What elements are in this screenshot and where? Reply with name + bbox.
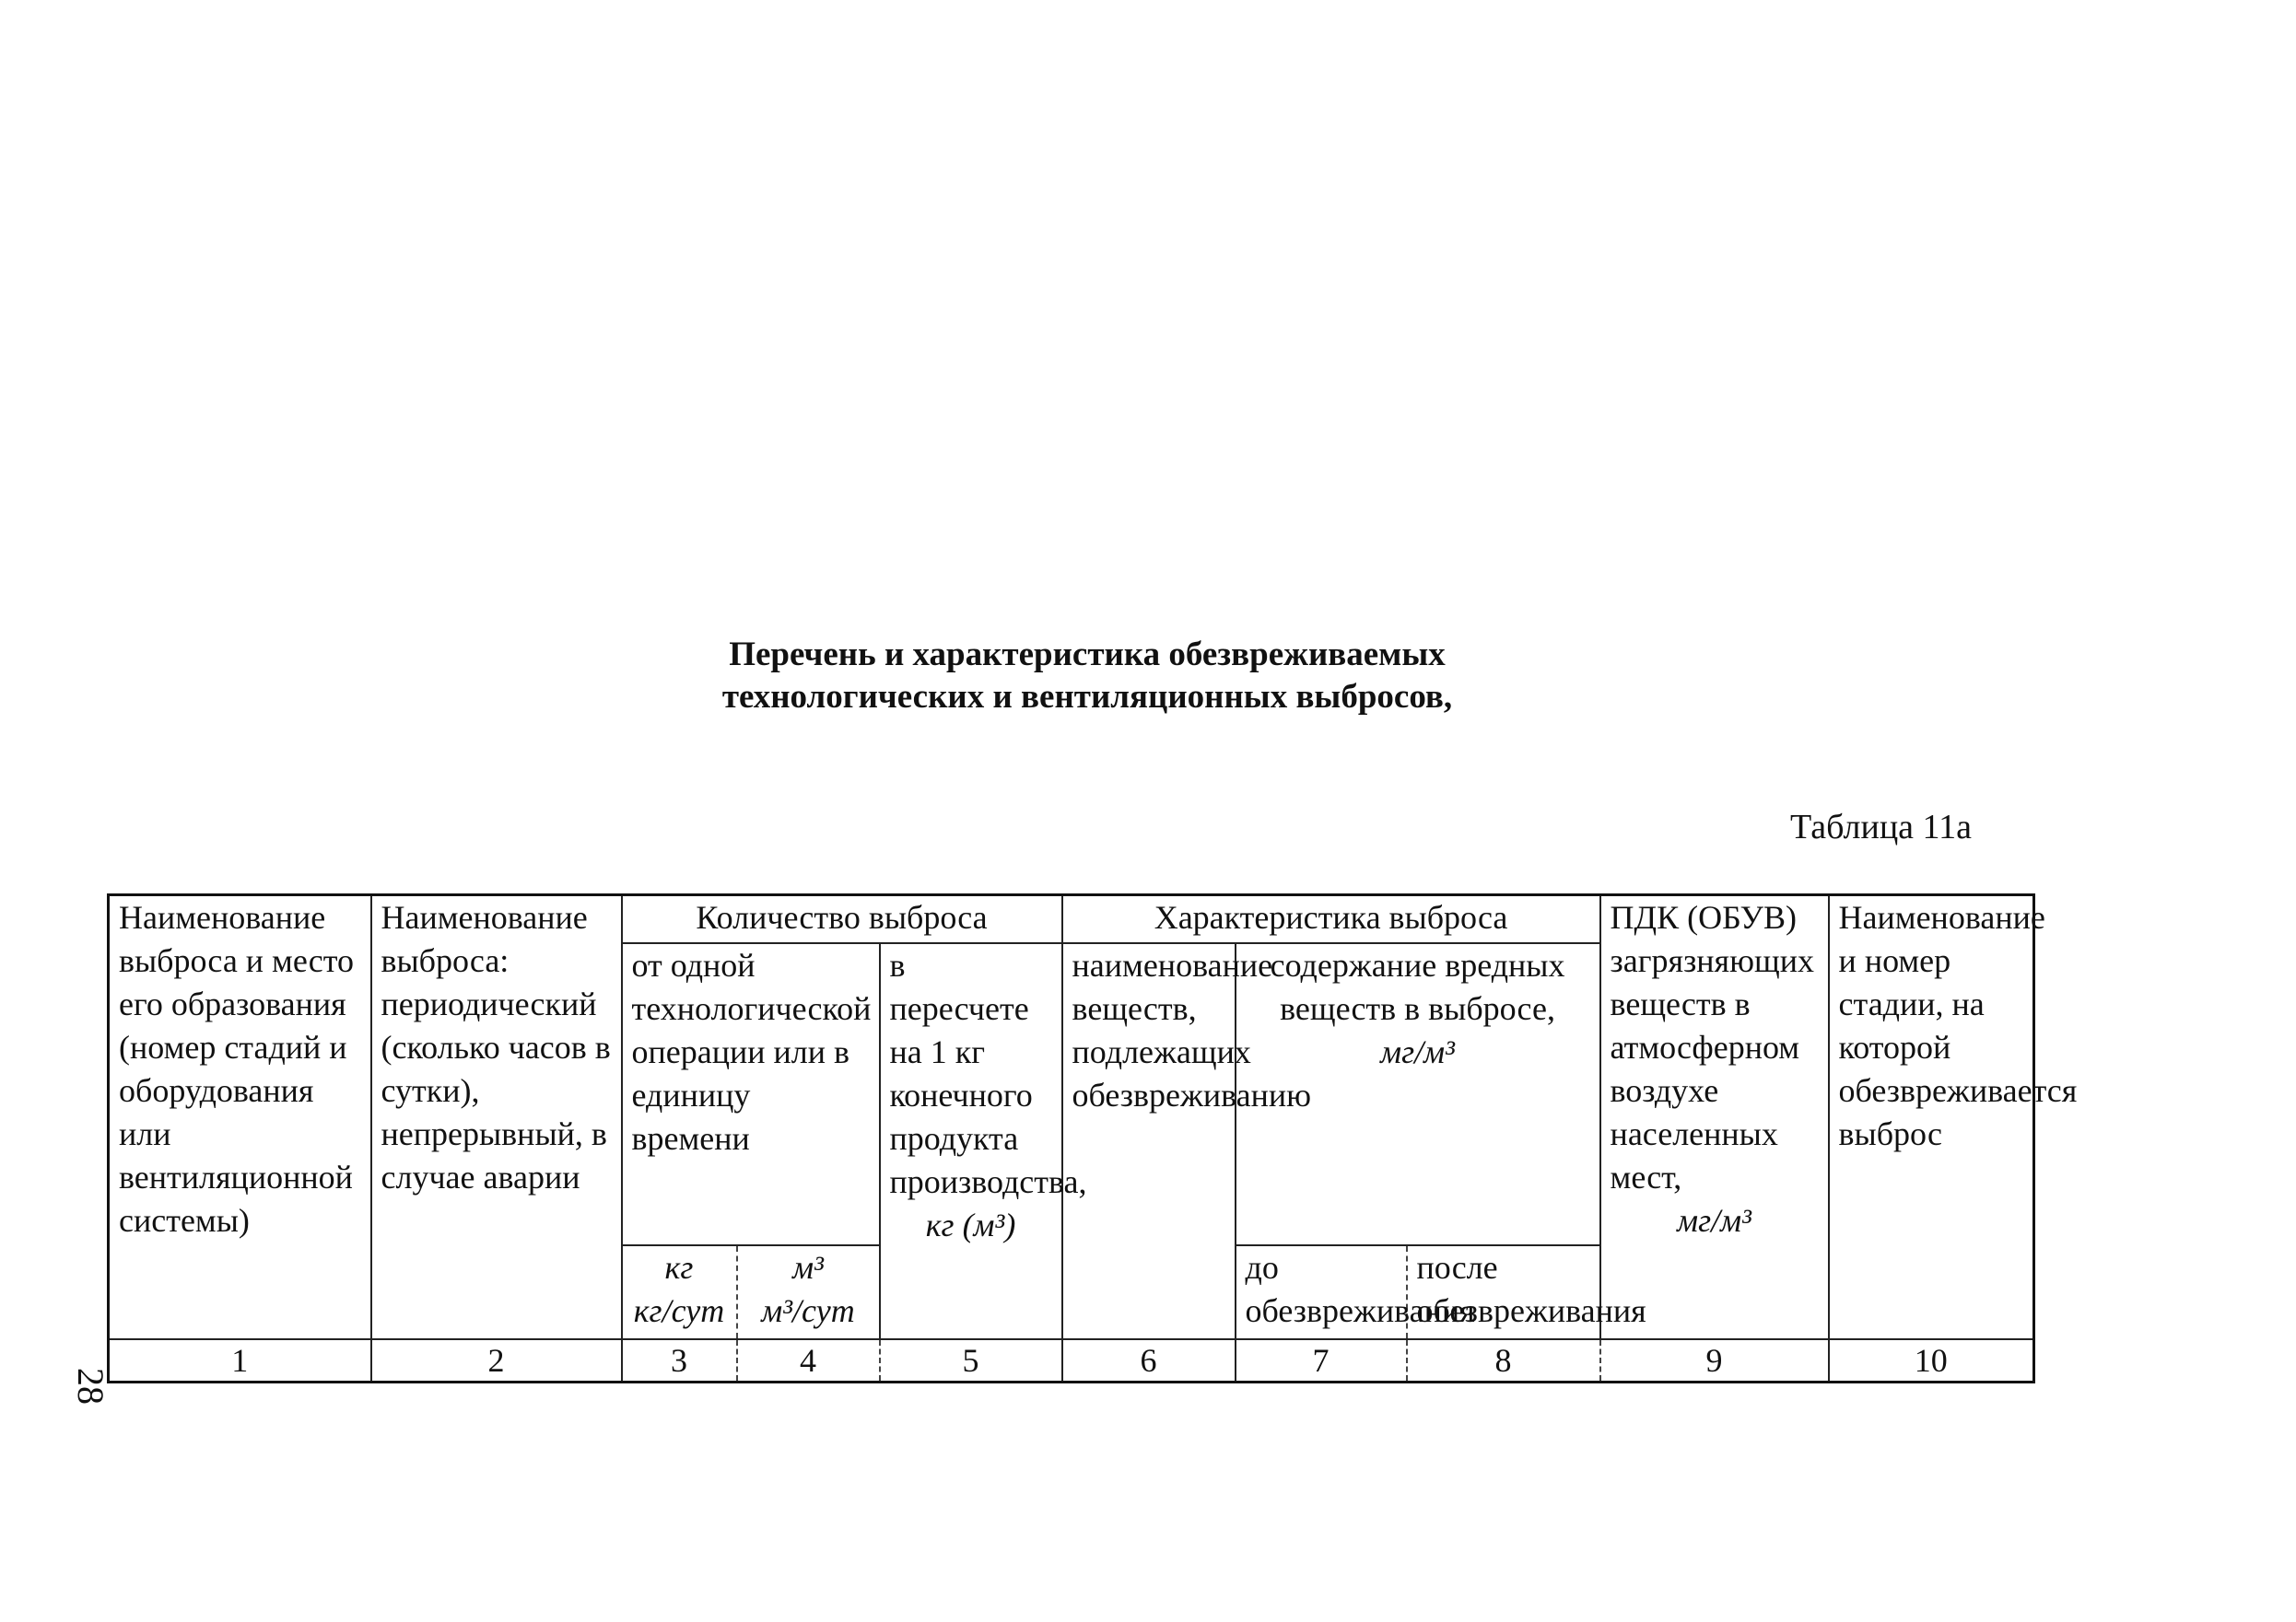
- unit-kg-per-day: кг/сут: [633, 1292, 725, 1329]
- header-pdk-unit: мг/м³: [1677, 1202, 1751, 1239]
- document-title: [645, 634, 1529, 718]
- column-number: 10: [1829, 1339, 2034, 1383]
- emissions-table: [107, 893, 2078, 1383]
- column-number: 8: [1407, 1339, 1600, 1383]
- column-number: 5: [880, 1339, 1062, 1383]
- column-number: 2: [371, 1339, 622, 1383]
- header-after-treatment: после обезвреживания: [1407, 1245, 1600, 1339]
- unit-kg: кг: [664, 1249, 694, 1286]
- header-per-kg-cell: [880, 943, 1087, 1339]
- column-number: 7: [1236, 1339, 1407, 1383]
- unit-kg-cell: [622, 1245, 737, 1339]
- header-emission-type: Наименование выброса: периодический (сколько часов в сутки), непрерывный, в случае аварии: [371, 895, 622, 1340]
- header-per-kg: в пересчете на 1 кг конечного продукта производства,: [889, 947, 1087, 1200]
- header-pdk: ПДК (ОБУВ) загрязняющих веществ в атмосферном воздухе населенных мест,: [1610, 899, 1814, 1196]
- header-characteristic-group: Характеристика выброса: [1062, 895, 1600, 944]
- column-number: 1: [109, 1339, 371, 1383]
- header-content: содержание вредных веществ в выбросе,: [1270, 947, 1565, 1027]
- header-stage: Наименование и номер стадии, на которой обезвреживается выброс: [1829, 895, 2034, 1340]
- column-number: 9: [1600, 1339, 1829, 1383]
- column-number: 4: [737, 1339, 880, 1383]
- header-pdk-cell: [1600, 895, 1829, 1340]
- column-number: 6: [1062, 1339, 1236, 1383]
- header-per-operation: от одной технологической операции или в единицу времени: [622, 943, 880, 1245]
- column-number: 3: [622, 1339, 737, 1383]
- header-before-treatment: до обезвреживания: [1236, 1245, 1407, 1339]
- header-quantity-group: Количество выброса: [622, 895, 1062, 944]
- unit-m3-cell: [737, 1245, 880, 1339]
- header-emission-name-place: Наименование выброса и место его образования (номер стадий и оборудования или вентиляционной системы): [109, 895, 371, 1340]
- title-line-1: Перечень и характеристика обезвреживаемых: [729, 636, 1446, 673]
- unit-m3: м³: [792, 1249, 824, 1286]
- page-number: 28: [70, 1368, 111, 1405]
- header-substances: наименование веществ, подлежащих обезвреживанию: [1062, 943, 1236, 1339]
- header-per-kg-unit: кг (м³): [925, 1207, 1016, 1243]
- header-content-unit: мг/м³: [1380, 1033, 1455, 1070]
- table-label: Таблица 11а: [1790, 808, 1972, 846]
- unit-m3-per-day: м³/сут: [761, 1292, 855, 1329]
- title-line-2: технологических и вентиляционных выбросов,: [721, 678, 1453, 716]
